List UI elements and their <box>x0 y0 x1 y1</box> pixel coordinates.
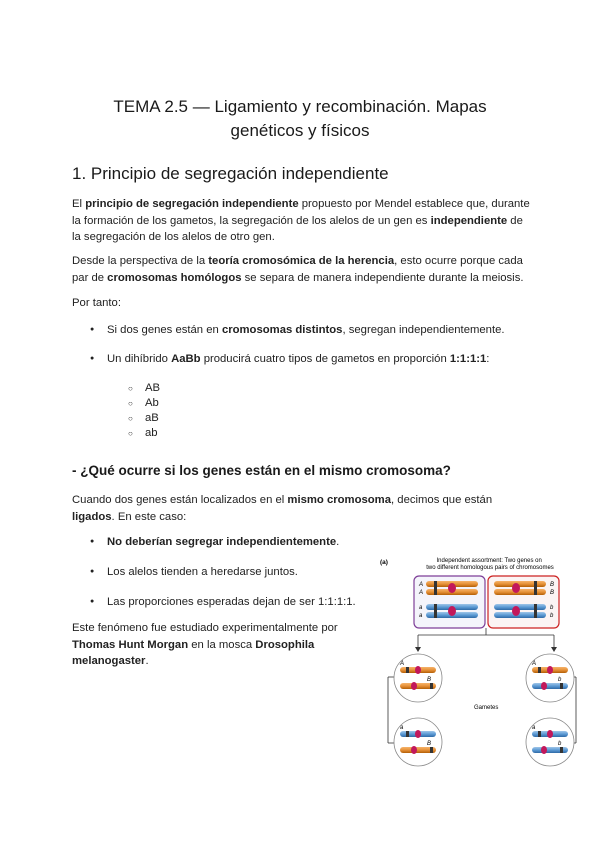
allele-label: A <box>532 661 537 667</box>
section-heading-1: 1. Principio de segregación independiente <box>72 164 389 183</box>
paragraph-morgan: Este fenómeno fue estudiado experimentalmente por Thomas Hunt Morgan en la mosca Drosophila melanogaster. <box>72 622 338 667</box>
gamete-item: ○ Ab <box>128 396 159 411</box>
allele-label: a <box>400 725 404 731</box>
gamete-item: ○ aB <box>128 411 159 426</box>
list-item: ● Las proporciones esperadas dejan de ser 1:1:1:1. <box>90 594 370 610</box>
paragraph-principle: El principio de segregación independiente propuesto por Mendel establece que, durante la formación de los gametos, la segregación de los alelos de un gen es independiente de la segregación de los alelos de otro gen. <box>72 198 530 243</box>
list-item: ● No deberían segregar independientemente. <box>90 534 370 550</box>
allele-label: b <box>550 605 554 611</box>
gamete-item: ○ ab <box>128 426 158 441</box>
list-item: ● Un dihíbrido AaBb producirá cuatro tipos de gametos en proporción 1:1:1:1: <box>90 351 530 367</box>
allele-label: a <box>419 605 423 611</box>
independent-assortment-figure <box>376 555 581 770</box>
allele-label: B <box>427 741 432 747</box>
allele-label: A <box>400 661 405 667</box>
section-heading-2: - ¿Qué ocurre si los genes están en el mismo cromosoma? <box>72 463 451 478</box>
list-item: ● Si dos genes están en cromosomas distintos, segregan independientemente. <box>90 322 530 338</box>
allele-label: B <box>427 677 432 683</box>
figure-caption: Independent assortment: Two genes on two different homologous pairs of chromosomes <box>426 558 554 571</box>
allele-label: A <box>419 582 424 588</box>
paragraph-linked-genes: Cuando dos genes están localizados en el mismo cromosoma, decimos que están ligados. En este caso: <box>72 494 493 523</box>
list-item: ● Los alelos tienden a heredarse juntos. <box>90 564 370 580</box>
allele-label: B <box>550 582 555 588</box>
paragraph-chromosomal-theory: Desde la perspectiva de la teoría cromosómica de la herencia, esto ocurre porque cada par de cromosomas homólogos se separa de manera independiente durante la meiosis. <box>72 255 524 284</box>
allele-label: b <box>550 613 554 619</box>
figure-panel-label: (a) <box>380 559 388 566</box>
allele-label: a <box>532 725 536 731</box>
document-title: TEMA 2.5 — Ligamiento y recombinación. Mapas genéticos y físicos <box>113 97 487 140</box>
paragraph-therefore: Por tanto: <box>72 297 121 309</box>
allele-label: A <box>419 590 424 596</box>
allele-label: a <box>419 613 423 619</box>
allele-label: B <box>550 590 555 596</box>
gametes-label: Gametes <box>474 705 499 711</box>
allele-label: b <box>558 741 562 747</box>
gamete-item: ○ AB <box>128 381 160 396</box>
allele-label: b <box>558 677 562 683</box>
